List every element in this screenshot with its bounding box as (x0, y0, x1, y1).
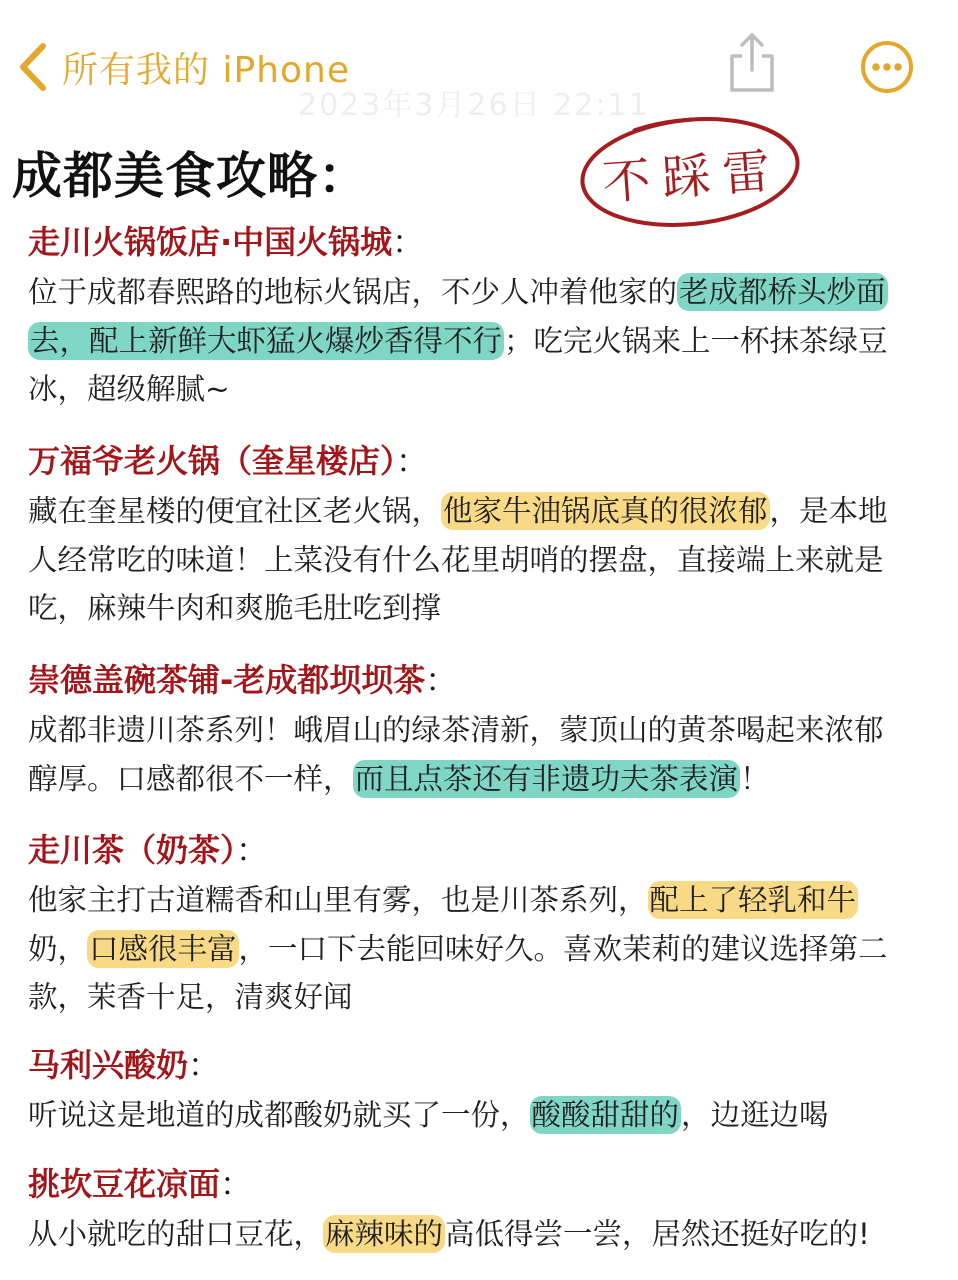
share-button[interactable] (726, 32, 778, 94)
restaurant-section (28, 1160, 928, 1259)
text-run: ，边逛边喝 (681, 1098, 829, 1132)
section-heading (28, 437, 928, 485)
highlight-yellow: 他家牛油锅底真的很浓郁 (443, 494, 768, 528)
text-line (28, 268, 928, 317)
text-run: 高低得尝一尝，居然还挺好吃的! (445, 1217, 870, 1251)
text-run: ；吃完火锅来上一杯抹茶绿豆 (504, 323, 888, 358)
heading-text: 走川火锅饭店·中国火锅城 (28, 223, 393, 261)
highlight-green: 去，配上新鲜大虾猛火爆炒香得不行 (30, 323, 503, 358)
text-run: 位于成都春熙路的地标火锅店，不少人冲着他家的 (28, 275, 678, 309)
section-heading (28, 218, 928, 266)
page-title: 成都美食攻略： (12, 147, 369, 205)
heading-colon: ： (392, 223, 425, 261)
note-date: 2023年3月26日 22:11 (298, 88, 650, 123)
heading-colon: ： (188, 1046, 221, 1084)
text-line (28, 1210, 928, 1259)
stamp-text: 不踩雷 (600, 142, 785, 212)
heading-colon: ： (396, 442, 429, 480)
back-label: 所有我的 iPhone (62, 49, 350, 91)
heading-text: 挑坎豆花凉面 (28, 1165, 221, 1203)
highlight-green: 老成都桥头炒面 (679, 275, 886, 309)
text-run: 醇厚。口感都很不一样， (28, 761, 353, 796)
share-icon (726, 32, 778, 94)
section-heading (28, 656, 928, 704)
highlight-yellow: 配上了轻乳和牛 (649, 883, 857, 917)
highlight-green: 而且点茶还有非遗功夫茶表演 (354, 761, 739, 796)
text-line (28, 317, 928, 366)
text-line (28, 876, 928, 925)
section-heading (28, 1160, 928, 1208)
restaurant-section (28, 1041, 928, 1140)
heading-colon: ： (236, 831, 269, 869)
heading-text: 马利兴酸奶 (28, 1046, 189, 1084)
section-body (28, 487, 928, 633)
text-line: 吃，麻辣牛肉和爽脆毛肚吃到撑 (28, 591, 442, 625)
highlight-yellow: 口感很丰富 (89, 931, 237, 966)
section-body (28, 1091, 928, 1140)
heading-colon: ： (425, 661, 458, 699)
chevron-left-icon (18, 42, 48, 92)
text-line (28, 925, 928, 974)
text-run: 他家主打古道糯香和山里有雾，也是川茶系列， (28, 883, 648, 917)
text-run: ！ (740, 761, 770, 796)
heading-colon: ： (220, 1165, 253, 1203)
highlight-green: 酸酸甜甜的 (531, 1098, 680, 1132)
heading-text: 万福爷老火锅（奎星楼店） (28, 442, 397, 480)
section-body (28, 268, 928, 414)
section-body (28, 876, 928, 1022)
text-line: 款，茉香十足，清爽好闻 (28, 980, 353, 1014)
ellipsis-circle-icon (860, 40, 914, 94)
navigation-bar (0, 0, 958, 123)
text-line (28, 1091, 928, 1140)
text-run: 从小就吃的甜口豆花， (28, 1217, 324, 1251)
restaurant-section (28, 218, 928, 414)
heading-text: 崇德盖碗茶铺-老成都坝坝茶 (28, 661, 426, 699)
highlight-yellow: 麻辣味的 (325, 1217, 444, 1251)
text-run: ，是本地 (769, 494, 888, 528)
text-run: ，一口下去能回味好久。喜欢茉莉的建议选择第二 (238, 931, 888, 966)
more-options-button[interactable] (860, 40, 914, 94)
text-line: 冰，超级解腻~ (28, 372, 230, 406)
text-line: 成都非遗川茶系列！峨眉山的绿茶清新，蒙顶山的黄茶喝起来浓郁 (28, 713, 884, 747)
text-line: 人经常吃的味道！上菜没有什么花里胡哨的摆盘，直接端上来就是 (28, 542, 884, 577)
text-line (28, 487, 928, 536)
section-body (28, 1210, 928, 1259)
text-run: 听说这是地道的成都酸奶就买了一份， (28, 1098, 530, 1132)
section-body (28, 706, 928, 803)
restaurant-section (28, 437, 928, 633)
heading-text: 走川茶（奶茶） (28, 831, 237, 869)
restaurant-section (28, 826, 928, 1022)
text-run: 藏在奎星楼的便宜社区老火锅， (28, 494, 442, 528)
text-run: 奶， (28, 931, 88, 966)
section-heading (28, 826, 928, 874)
stamp-badge (574, 108, 806, 234)
restaurant-section (28, 656, 928, 803)
text-line (28, 755, 928, 804)
section-heading (28, 1041, 928, 1089)
